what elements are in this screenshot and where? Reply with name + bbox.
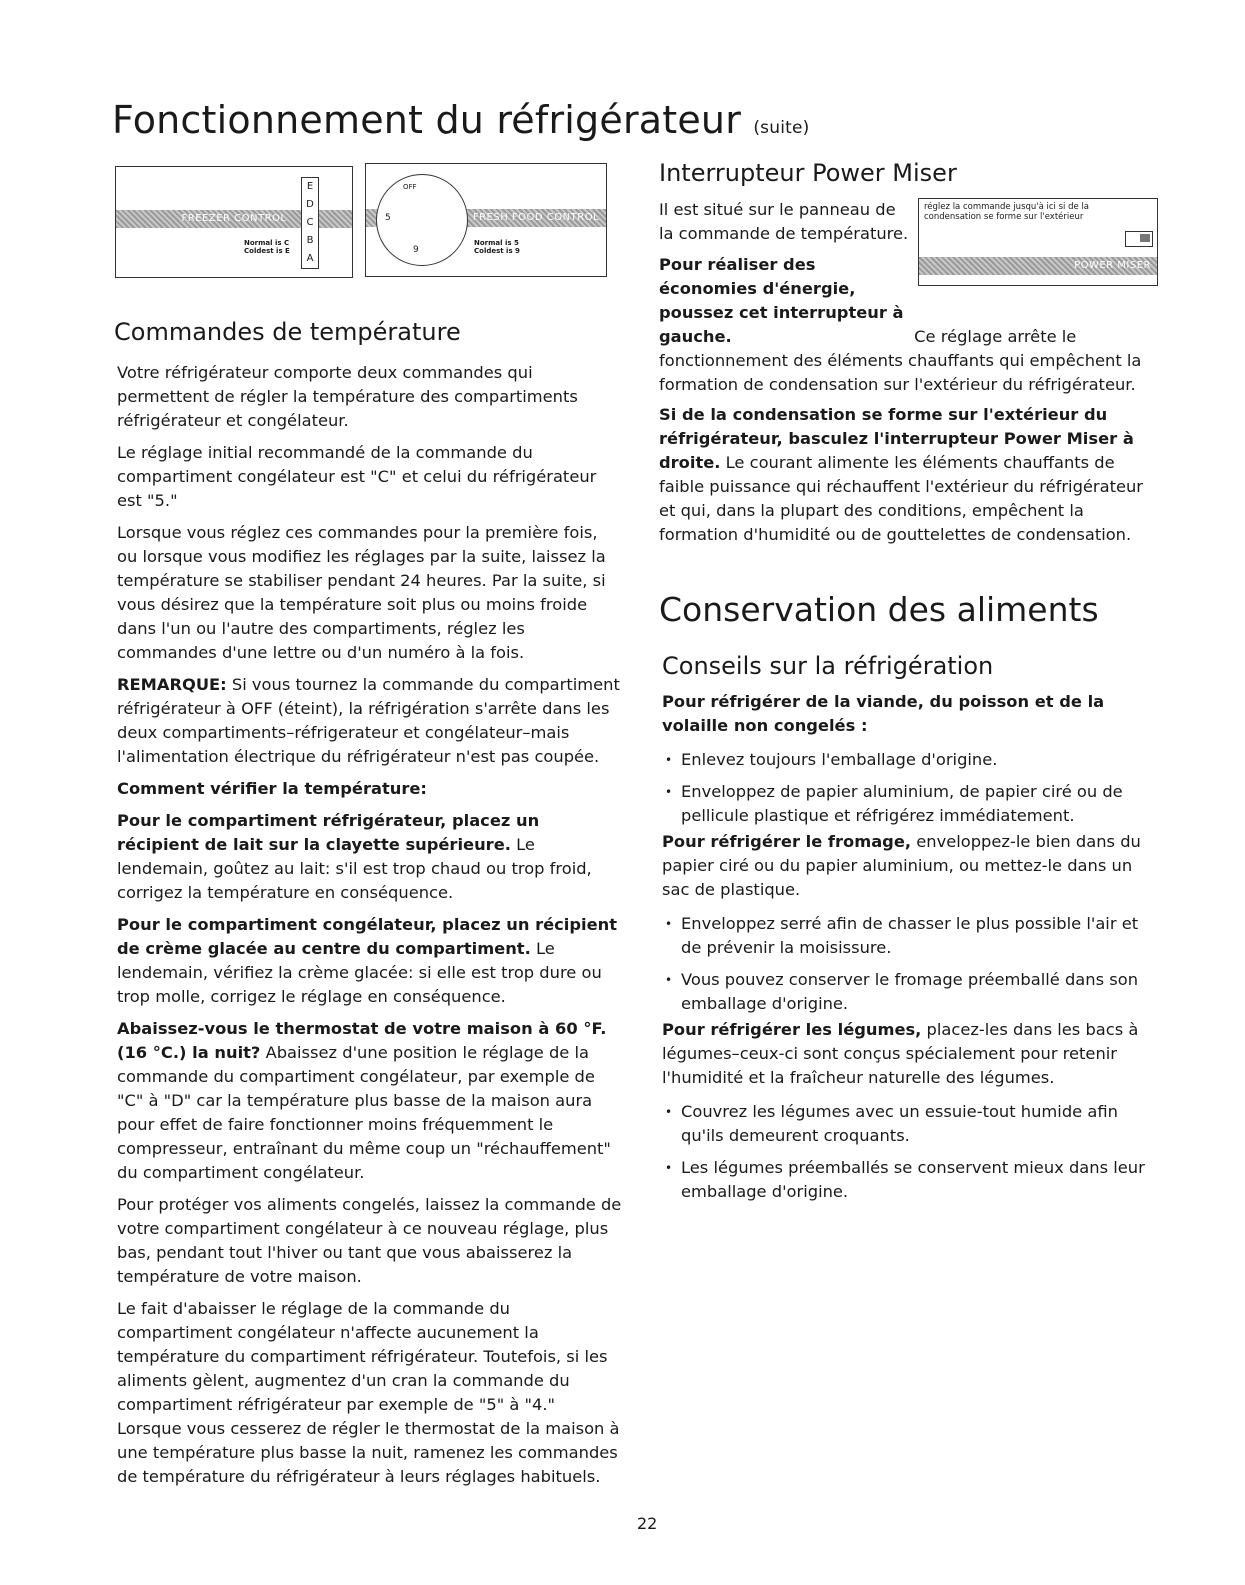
paragraph-text: Ce réglage arrête le fonctionnement des éléments chauffants qui empêchent la formation de condensation sur l'extérieur du réfrigérateur.: [659, 327, 1142, 394]
paragraph: Le fait d'abaisser le réglage de la commande du compartiment congélateur n'affecte aucunement la température du compartiment réfrigérateur. Toutefois, si les aliments gèlent, augmentez d'un cran la commande du compartiment réfrigérateur par exemple de "5" à "4." Lorsque vous cesserez de régler le thermostat de la maison à une température plus basse la nuit, ramenez les commandes de température du réfrigérateur à leurs réglages habituels.: [117, 1299, 620, 1486]
power-miser-instruction: réglez la commande jusqu'à ici si de la condensation se forme sur l'extérieur: [924, 202, 1090, 222]
veg-bullet-list: [662, 1100, 1162, 1204]
paragraph-lead: Pour le compartiment réfrigérateur, placez un récipient de lait sur la clayette supérieure.: [117, 811, 540, 854]
page-number: 22: [637, 1514, 658, 1533]
heading-commandes: Commandes de température: [114, 318, 461, 346]
paragraph: [662, 830, 1162, 902]
scale-letter: D: [306, 199, 314, 210]
list-item: • Enlevez toujours l'emballage d'origine.: [662, 748, 1162, 772]
scale-letter: B: [306, 235, 314, 246]
paragraph: [117, 913, 622, 1009]
paragraph-text: placez-les dans les bacs à légumes–ceux-ci sont conçus spécialement pour retenir l'humidité et la fraîcheur naturelle des légumes.: [662, 1020, 1139, 1087]
heading-power-miser: Interrupteur Power Miser: [659, 159, 957, 187]
list-item: • Enveloppez serré afin de chasser le plus possible l'air et de prévenir la moisissure.: [662, 912, 1162, 960]
paragraph: Le réglage initial recommandé de la commande du compartiment congélateur est "C" et celui du réfrigérateur est "5.": [117, 443, 597, 510]
list-item: • Couvrez les légumes avec un essuie-tout humide afin qu'ils demeurent croquants.: [662, 1100, 1162, 1148]
paragraph-lead: Abaissez-vous le thermostat de votre maison à 60 °F. (16 °C.) la nuit?: [117, 1019, 607, 1062]
paragraph-lead: Pour réaliser des économies d'énergie, poussez cet interrupteur à gauche.: [659, 255, 904, 346]
pm-text: [659, 253, 1164, 397]
paragraph-lead: Pour réfrigérer les légumes,: [662, 1020, 922, 1039]
page-title: [112, 98, 809, 142]
pm-text-2: [659, 403, 1164, 547]
paragraph: [659, 403, 1164, 547]
freezer-note-normal: Normal is C: [244, 239, 290, 247]
dial-off-mark: OFF: [403, 183, 417, 191]
power-miser-switch: [1125, 231, 1153, 247]
paragraph: [659, 253, 1164, 397]
paragraph: [117, 1017, 622, 1185]
scale-letter: A: [306, 253, 314, 264]
list-item: • Enveloppez de papier aluminium, de papier ciré ou de pellicule plastique et réfrigérez immédiatement.: [662, 780, 1162, 828]
paragraph-remarque: [117, 673, 622, 769]
dial-mark: 9: [413, 245, 419, 255]
freezer-control-figure: [115, 166, 353, 278]
freezer-letter-scale: [301, 177, 319, 269]
freezer-note-coldest: Coldest is E: [244, 247, 290, 255]
list-item: • Vous pouvez conserver le fromage préemballé dans son emballage d'origine.: [662, 968, 1162, 1016]
page-title-suffix: (suite): [753, 118, 810, 138]
paragraph-lead: Si de la condensation se forme sur l'extérieur du réfrigérateur, basculez l'interrupteur Power Miser à droite.: [659, 405, 1134, 472]
conseils-text: [662, 690, 1162, 1204]
paragraph: Lorsque vous réglez ces commandes pour la première fois, ou lorsque vous modifiez les réglages par la suite, laissez la température se stabiliser pendant 24 heures. Par la suite, si vous désirez que la température soit plus ou moins froide dans l'un ou l'autre des compartiments, réglez les commandes d'une lettre ou d'un numéro à la fois.: [117, 523, 606, 662]
remarque-text: Si vous tournez la commande du compartiment réfrigérateur à OFF (éteint), la réfrigération s'arrête dans les deux compartiments–réfrigerateur et congélateur–mais l'alimentation électrique du réfrigérateur n'est pas coupée.: [117, 675, 620, 766]
paragraph-lead: Pour réfrigérer le fromage,: [662, 832, 912, 851]
freezer-control-label: FREEZER CONTROL: [181, 213, 287, 224]
heading-conseils: Conseils sur la réfrigération: [662, 652, 994, 680]
paragraph-text: Le courant alimente les éléments chauffants de faible puissance qui réchauffent l'extérieur du réfrigérateur et qui, dans la plupart des conditions, empêchent la formation d'humidité ou de gouttelettes de condensation.: [659, 453, 1144, 544]
power-miser-label: POWER MISER: [1074, 260, 1151, 271]
paragraph-text: Le lendemain, goûtez au lait: s'il est trop chaud ou trop froid, corrigez la température en conséquence.: [117, 835, 592, 902]
subheading-verify: Comment vérifier la température:: [117, 779, 427, 798]
paragraph-text: Le lendemain, vérifiez la crème glacée: si elle est trop dure ou trop molle, corrigez le réglage en conséquence.: [117, 939, 602, 1006]
paragraph: Pour protéger vos aliments congelés, laissez la commande de votre compartiment congélateur à ce nouveau réglage, plus bas, pendant tout l'hiver ou tant que vous abaisserez la température de votre maison.: [117, 1195, 622, 1286]
fresh-food-control-figure: [365, 163, 607, 277]
meat-bullet-list: [662, 748, 1162, 828]
paragraph-text: Abaissez d'une position le réglage de la commande du compartiment congélateur, par exemple de "C" à "D" car la température plus basse de la maison aura pour effet de faire fonctionner moins fréquemment le compresseur, entraînant du même coup un "réchauffement" du compartiment congélateur.: [117, 1043, 611, 1182]
cheese-bullet-list: [662, 912, 1162, 1016]
paragraph: [117, 809, 622, 905]
paragraph: Il est situé sur le panneau de la commande de température.: [659, 200, 909, 243]
paragraph: [662, 1018, 1162, 1090]
freezer-note: [244, 239, 290, 255]
fresh-food-dial: [376, 174, 468, 266]
page-title-text: Fonctionnement du réfrigérateur: [112, 98, 742, 142]
fresh-food-note-coldest: Coldest is 9: [474, 247, 520, 255]
remarque-lead: REMARQUE:: [117, 675, 227, 694]
subheading-meat: Pour réfrigérer de la viande, du poisson et de la volaille non congelés :: [662, 692, 1105, 735]
pm-intro: [659, 198, 914, 246]
scale-letter: C: [306, 217, 314, 228]
paragraph-text: enveloppez-le bien dans du papier ciré ou du papier aluminium, ou mettez-le dans un sac de plastique.: [662, 832, 1141, 899]
fresh-food-note: [474, 239, 520, 255]
paragraph-lead: Pour le compartiment congélateur, placez un récipient de crème glacée au centre du compartiment.: [117, 915, 618, 958]
fresh-food-note-normal: Normal is 5: [474, 239, 519, 247]
left-text: [117, 361, 622, 1489]
dial-mark: 5: [385, 213, 391, 223]
list-item: • Les légumes préemballés se conservent mieux dans leur emballage d'origine.: [662, 1156, 1162, 1204]
heading-conservation: Conservation des aliments: [659, 590, 1099, 629]
scale-letter: E: [306, 181, 314, 192]
fresh-food-control-label: FRESH FOOD CONTROL: [472, 212, 600, 223]
paragraph: Votre réfrigérateur comporte deux commandes qui permettent de régler la température des compartiments réfrigérateur et congélateur.: [117, 363, 578, 430]
